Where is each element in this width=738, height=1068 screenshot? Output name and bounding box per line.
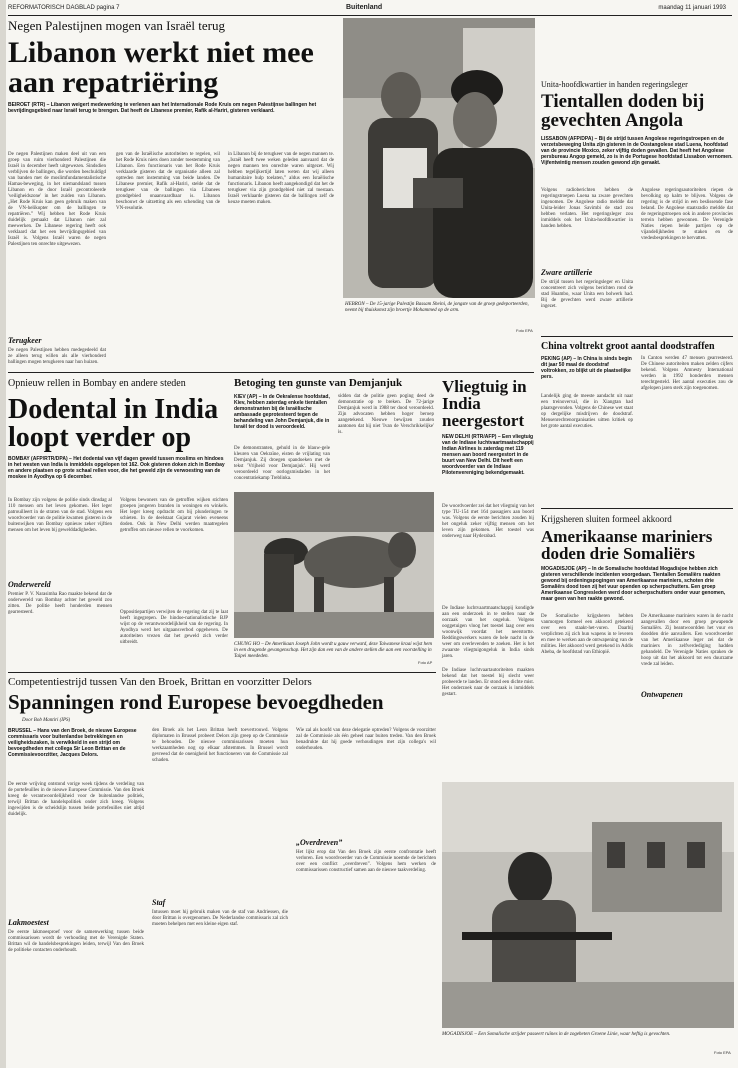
lebanon-body-col2: gen van de Israëlische autoriteiten te regelen, wil het Rode Kruis niets doen zonder toestemming van Libanon. Een functionaris van het Rode Kruis verklaarde gisteren dat de organisatie alleen zal optreden met instemming van beide landen. De Libanese premier, Rafik al-Hariri, stelde dat de terugkeer van de ballingen via Libanees grondgebied onaanvaardbaar is. Libanon beschouwt de uitzetting als een schending van de VN-resolutie. — [116, 152, 220, 211]
somalie-body-col2: De Amerikaanse mariniers waren in de nacht aangevallen door een groep gewapende Somaliërs. Zij beantwoordden het vuur en doodden drie aanvallers. Een woordvoerder van het Amerikaanse leger zei dat de mariniers in zelfverdediging hadden gehandeld. De Verenigde Naties spraken de hoop uit dat het akkoord tot een duurzame vrede zal leiden. — [641, 614, 733, 667]
chungho-credit: Foto AP — [418, 660, 433, 665]
europe-body-col2b: Intussen moet hij gebruik maken van de staf van Andriessen, die door Brittan is overgenomen. De Nederlandse commissaris zal zich moeten behelpen met een kleine eigen staf. — [152, 910, 288, 927]
chungho-photo-image — [234, 492, 434, 638]
europe-body-col3: Wie zal als hoofd van deze delegatie optreden? Volgens de voorzitter zal de Commissie als één geheel naar buiten treden. Van den Broek benadrukte dat hij goede verhoudingen met zijn collega's wil onderhouden. — [296, 728, 436, 751]
vliegtuig-body-col1: De woordvoerder zei dat het vliegtuig van het type TU-154 met 164 passagiers aan boord was. Volgens de eerste berichten zouden bij het ongeluk zeker vijftig mensen om het leven zijn gekomen. Het toestel was onderweg naar Hyderabad. — [442, 504, 534, 539]
somalie-kicker: Krijgsheren sluiten formeel akkoord — [541, 514, 672, 524]
demjanjuk-body-col2: sidden dat de politie geen poging deed de demonstratie op te breken. De 72-jarige Demjanjuk werd in 1988 ter dood veroordeeld. Zijn advocaten hebben hoger beroep aangetekend. Nieuwe bewijzen zouden aantonen dat hij niet 'Ivan de Verschrikkelijke' is. — [338, 394, 434, 435]
europe-subhead-overdreven: „Overdreven” — [296, 838, 343, 847]
mogadisjoe-caption: MOGADISJOE – Een Somalische strijder passeert ruïnes in de zogeheten Groene Linie, waar heftig is gevochten. — [442, 1032, 671, 1037]
europe-kicker: Competentiestrijd tussen Van den Broek, Brittan en voorzitter Delors — [8, 676, 312, 688]
europe-body-col3b: Het lijkt erop dat Van den Broek zijn eerste confrontatie heeft verloren. Een woordvoerder van de Commissie noemde de berichten over een conflict „overdreven”. Volgens hem werken de commissarissen constructief samen aan de nieuwe taakverdeling. — [296, 850, 436, 873]
somalie-rule — [541, 508, 733, 509]
china-body-col1: Landelijk ging de meeste aandacht uit naar een treinoverval, die in Xiangtan had plaatsgevonden. Volgens de Chinese wet staat op dergelijke misdrijven de doodstraf. Mensenrechtenorganisaties uitten kritiek op het grote aantal executies. — [541, 394, 633, 429]
europe-byline: Door Bob Mantiri (IPS) — [22, 718, 71, 723]
europe-subhead-lakmoes: Lakmoestest — [8, 918, 49, 927]
demjanjuk-lead: KIEV (AP) – In de Oekraïense hoofdstad, Kiev, hebben zaterdag enkele tientallen demonstranten bij de Israëlische ambassade geprotesteerd tegen de behandeling van John Demjanjuk, die in Israël ter dood is veroordeeld. — [234, 394, 330, 430]
china-lead: PEKING (AP) – In China is sinds begin dit jaar 50 maal de doodstraf voltrokken, zo blijkt uit de plaatselijke pers. — [541, 356, 632, 380]
header-date: maandag 11 januari 1993 — [658, 5, 726, 11]
hebron-credit: Foto EPA — [516, 328, 533, 333]
mogadisjoe-photo — [442, 782, 734, 1028]
vliegtuig-headline: Vliegtuig in India neergestort — [442, 377, 527, 430]
somalie-lead: MOGADISJOE (AP) – In de Somalische hoofdstad Mogadisjoe hebben zich gisteren verschillende incidenten voorgedaan. Tientallen Somaliërs raakten gewond bij ordeningspogingen van Amerikaanse mariniers, schoten drie Somaliërs dood toen zij het vuur openden op scherpschutters. Een groep Amerikaanse Congresleden werd door scherpschutters onder vuur genomen, maar geen van hen raakte gewond. — [541, 566, 726, 602]
header-left: REFORMATORISCH DAGBLAD pagina 7 — [8, 5, 120, 11]
vliegtuig-body-col1c: De Indiase luchtvaartautoriteiten maakten bekend dat het toestel bij slecht weer probeerde te landen. Er stond een dichte mist. Het onderzoek naar de oorzaak is inmiddels gestart. — [442, 668, 534, 697]
lebanon-kicker: Negen Palestijnen mogen van Israël terug — [8, 18, 225, 33]
india-body-col2: Volgens bewoners van de getroffen wijken stichten groepen jongeren branden in woningen en winkels. Het leger kreeg opdracht om bij plunderingen te schieten. In de deelstaat Gujarat vielen eveneens doden. Ook in New Delhi werden maatregelen getroffen om nieuwe rellen te voorkomen. — [120, 498, 228, 533]
page-header — [8, 5, 732, 15]
somalie-subhead: Ontwapenen — [641, 690, 683, 699]
somalie-body-col1: De Somalische krijgsheren hebben vanmorgen formeel een akkoord getekend over een staakt-het-vuren. Daarbij verplichten zij zich hun wapens in te leveren en mee te werken aan de ontwapening van de milities. Het akkoord werd getekend in Addis Abeba, de hoofdstad van Ethiopië. — [541, 614, 633, 655]
somalie-headline: Amerikaanse mariniers doden drie Somaliërs — [541, 527, 713, 563]
header-rule — [8, 15, 732, 16]
angola-body-col1: Volgens radioberichten hebben de regeringstroepen Luena na zware gevechten ingenomen. De Angolese radio meldde dat Unita-leider Jonas Savimbi de stad zou hebben verlaten. Het regeringsleger zou inmiddels ook het Unita-hoofdkwartier in handen hebben. — [541, 188, 633, 229]
europe-headline: Spanningen rond Europese bevoegdheden — [8, 690, 384, 714]
lebanon-body-col1: De negen Palestijnen maken deel uit van een groep van ruim vierhonderd Palestijnen die Israël in december heeft uitgewezen. Sindsdien verblijven de ballingen, die worden beschuldigd van banden met de moslimfundamentalistische Hamas-beweging, in het niemandsland tussen Libanon en de door Israël gecontroleerde 'veiligheidszone' in het zuiden van Libanon. „Het Rode Kruis kan geen gebruik maken van de VN-helikopter om de ballingen te repatriëren.” Wij hebben het Rode Kruis duidelijk gemaakt dat Libanon niet zal meewerken. De Libanese regering heeft ook verklaard dat het een bevrijdingsgebied van Israël is. Volgens Israël waren de negen Palestijnen ten onrechte uitgewezen. — [8, 152, 106, 247]
china-rule — [541, 336, 733, 337]
india-body-col2b: Oppositiepartijen verwijten de regering dat zij te laat heeft ingegrepen. De hindoe-nationalistische BJP wijst op de verantwoordelijkheid van de regering. In Ayodhya werd het uitgaansverbod opgeheven. De autoriteiten vrezen dat het geweld zich verder uitbreidt. — [120, 610, 228, 645]
europe-subhead-staf: Staf — [152, 898, 166, 907]
india-kicker: Opnieuw rellen in Bombay en andere steden — [8, 378, 186, 389]
hebron-photo — [343, 18, 535, 298]
lebanon-body-col3: in Libanon bij de terugkeer van de negen mannen te. „Israël heeft twee weken geleden aanvaard dat de negen mannen ten onrechte waren uitgezet. Wij hebben tegelijkertijd laten weten dat wij alleen humanitaire hulp toelaten,” aldus een Israëlische functionaris. Libanon heeft aangekondigd dat het de terugkeer via zijn grondgebied niet zal toestaan. Israël verklaarde gisteren dat de ballingen zelf de keuze moeten maken. — [228, 152, 334, 205]
chungho-caption: CHUNG HO – De Amerikaan Joseph John wordt u gauw verward, deze Taiwanese kraai wijst hem in een dragende gevangenschap. Het zijn dan een van de andere stellen die aan een voorstelling in Taipei meededen. — [234, 642, 432, 659]
lebanon-body-col1b: De negen Palestijnen hebben medegedeeld dat ze alleen terug willen als alle vierhonderd ballingen mogen terugkeren naar hun huizen. — [8, 348, 106, 365]
india-lead: BOMBAY (AFP/RTR/DPA) – Het dodental van vijf dagen geweld tussen moslims en hindoes in het westen van India is inmiddels opgelopen tot 162. Ook gisteren doken zich in Bombay en andere plaatsen op grote schaal rellen voor, die het geweld zijn de verwoesting van de moskee in Ayodhya op 6 december. — [8, 456, 225, 480]
china-headline: China voltrekt groot aantal doodstraffen — [541, 341, 715, 352]
demjanjuk-headline: Betoging ten gunste van Demjanjuk — [234, 377, 403, 389]
vliegtuig-body-col1b: De Indiase luchtvaartmaatschappij kondigde aan een onderzoek in te stellen naar de oorzaak van het ongeluk. Volgens ooggetuigen vloog het toestel laag over een woonwijk voordat het neerstortte. Reddingswerkers waren de hele nacht in de weer om overlevenden te zoeken. Het is het zwaarste vliegtuigongeluk in India sinds jaren. — [442, 606, 534, 659]
europe-body-col1b: De eerste lakmoesproef voor de samenwerking tussen beide commissarissen wordt de verhouding met de Verenigde Staten. Brittan wil de handelsbesprekingen leiden, terwijl Van den Broek de politieke contacten onderhoudt. — [8, 930, 144, 953]
europe-body-col1: De eerste wrijving ontstond vorige week tijdens de verdeling van de portefeuilles in de nieuwe Europese Commissie. Van den Broek kreeg de verantwoordelijkheid voor de buitenlandse politiek, terwijl Brittan de handelspolitiek onder zich kreeg. Volgens ingewijden is de scheidslijn tussen beide portefeuilles niet altijd duidelijk. — [8, 782, 144, 817]
angola-subhead: Zware artillerie — [541, 268, 593, 277]
page-edge — [0, 0, 6, 1068]
lebanon-lead: BEIROET (RTR) – Libanon weigert medewerking te verlenen aan het Internationale Rode Kruis om negen Palestijnse ballingen het bevrijdingsgebied naar Israël terug te brengen. Dat heeft de Libanese premier, Rafik al-Hariri, gisteren verklaard. — [8, 102, 317, 114]
section-title: Buitenland — [346, 4, 383, 11]
demjanjuk-body-col1: De demonstranten, gehuld in de blauw-gele kleuren van Oekraïne, eisten de vrijlating van Demjanjuk. Zij droegen spandoeken met de tekst 'Vrijheid voor Demjanjuk'. Hij werd veroordeeld voor oorlogsmisdaden in het concentratiekamp Treblinka. — [234, 446, 330, 481]
vliegtuig-lead: NEW DELHI (RTR/AFP) – Een vliegtuig van de Indiase luchtvaartmaatschappij Indian Airlines is zaterdag met 119 mensen aan boord neergestort in de buurt van New Delhi. Dit heeft een woordvoerder van de Indiase Pilotenvereniging bekendgemaakt. — [442, 434, 534, 476]
angola-body-col2: Angolese regeringsautoriteiten riepen de bevolking op kalm te blijven. Volgens de regering is de strijd in een beslissende fase beland. De Angolese staatsradio meldde dat de regeringstroepen ook in andere provincies terrein hebben gewonnen. De Verenigde Naties riepen beide partijen op de vijandelijkheden te staken en de vredesbesprekingen te hervatten. — [641, 188, 733, 241]
lebanon-subhead: Terugkeer — [8, 336, 42, 345]
india-subhead: Onderwereld — [8, 580, 51, 589]
angola-body-col1b: De strijd tussen het regeringsleger en Unita concentreert zich volgens berichten rond de stad Huambo, waar Unita een bolwerk had. Bij de gevechten werd zware artillerie ingezet. — [541, 280, 633, 309]
hebron-photo-image — [343, 18, 535, 298]
angola-lead: LISSABON (AFP/DPA) – Bij de strijd tussen Angolese regeringstroepen en de verzetsbeweging Unita zijn gisteren in de Oostangolese stad Luena, hoofdstad van de provincie Moxico, zeker vijftig doden gevallen. Dat heeft het Angolese persbureau Angop gemeld, zo is in de Portugese hoofdstad Lissabon vernomen. Vijfentwintig mensen zouden gewond zijn geraakt. — [541, 136, 733, 166]
europe-lead: BRUSSEL – Hans van den Broek, de nieuwe Europese commissaris voor buitenlandse betrekkingen en veiligheidszaken, is verwikkeld in een strijd om bevoegdheden met collega Sir Leon Brittan en de Commissievoorzitter, Jacques Delors. — [8, 728, 137, 758]
mogadisjoe-credit: Foto EPA — [714, 1050, 731, 1055]
europe-body-col2: den Broek als het Leon Brittan heeft toevertrouwd. Volgens diplomaten in Brussel probeert Delors zijn greep op de Commissie te behouden. De nieuwe commissarissen moeten hun werkzaamheden nog op elkaar afstemmen. In Brussel wordt gevreesd dat de onenigheid het functioneren van de Commissie zal schaden. — [152, 728, 288, 763]
angola-headline: Tientallen doden bij gevechten Angola — [541, 91, 705, 131]
hebron-caption: HEBRON – De 15-jarige Palestijn Bassam Sheini, de jongste van de groep gedeporteerden, neemt bij thuiskomst zijn broertje Mohammed op de arm. — [345, 302, 529, 313]
chungho-photo — [234, 492, 434, 638]
india-headline: Dodental in India loopt verder op — [8, 394, 219, 453]
mogadisjoe-photo-image — [442, 782, 734, 1028]
europe-rule — [8, 672, 436, 673]
china-body-col2: In Canton werden 47 mensen gearresteerd. De Chinese autoriteiten maken zelden cijfers bekend. Volgens Amnesty International werden in 1992 honderden mensen terechtgesteld. Het aantal executies zou de afgelopen jaren sterk zijn toegenomen. — [641, 356, 733, 391]
india-body-col1b: Premier P. V. Narasimha Rao maakte bekend dat de onderwereld van Bombay achter het geweld zou zitten. De politie heeft honderden mensen gearresteerd. — [8, 592, 112, 615]
angola-kicker: Unita-hoofdkwartier in handen regeringsleger — [541, 80, 688, 89]
mid-rule-left — [8, 372, 534, 373]
india-body-col1: In Bombay zijn volgens de politie sinds dinsdag al 110 mensen om het leven gekomen. Het leger patrouilleert in de straten van de stad. Volgens een woordvoerder van de politie kwamen gisteren in de buitenwijken van Bombay opnieuw zeker vijftien mensen om het leven bij gewelddadigheden. — [8, 498, 112, 533]
lebanon-headline: Libanon werkt niet mee aan repatriëring — [8, 36, 314, 99]
